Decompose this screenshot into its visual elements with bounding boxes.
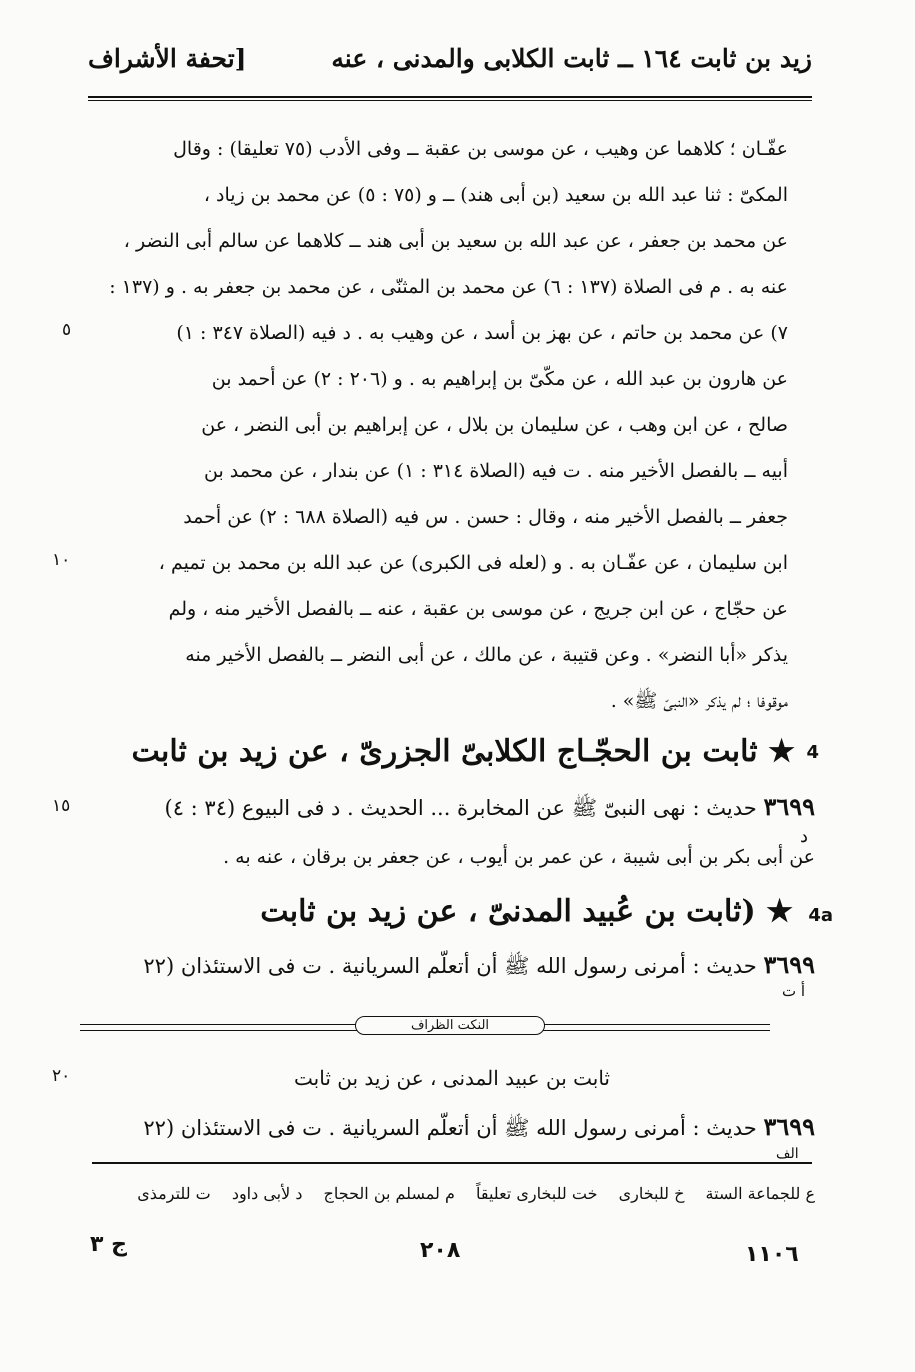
hadith-entry: [85, 792, 815, 826]
hadith-text: حديث : أمرنى رسول الله ﷺ أن أتعلّم السريانية . ت فى الاستئذان (٢٢: [143, 954, 757, 978]
text-line: موقوفا ؛ لم يذكر «النبىّ ﷺ» .: [610, 690, 788, 712]
header-rule: [88, 96, 812, 98]
text-line: ٧) عن محمد بن حاتم ، عن بهز بن أسد ، عن وهيب به . د فيه (الصلاة ٣٤٧ : ١): [176, 322, 788, 344]
text-line: جعفر ــ بالفصل الأخير منه ، وقال : حسن . س فيه (الصلاة ٦٨٨ : ٢) عن أحمد: [183, 506, 788, 528]
text-line: عن هارون بن عبد الله ، عن مكّىّ بن إبراهيم به . و (٢٠٦ : ٢) عن أحمد بن: [211, 368, 788, 390]
hadith-entry: [85, 950, 815, 984]
legend-item: د لأبى داود: [231, 1184, 303, 1203]
hadith-number: ٣٦٩٩: [763, 1112, 815, 1141]
page-number: ٢٠٨: [420, 1238, 461, 1263]
text-line: عنه به . م فى الصلاة (١٣٧ : ٦) عن محمد بن المثنّى ، عن محمد بن جعفر به . و (١٣٧ :: [109, 276, 788, 298]
volume-number: ج ٣: [90, 1232, 127, 1257]
margin-number-15: ١٥: [52, 796, 71, 816]
hadith-chain: عن أبى بكر بن أبى شيبة ، عن عمر بن أيوب ، عن جعفر بن برقان ، عنه به .: [223, 846, 815, 868]
text-line: ابن سليمان ، عن عفّـان به . و (لعله فى الكبرى) عن عبد الله بن محمد بن تميم ،: [158, 552, 788, 574]
legend-item: م لمسلم بن الحجاج: [323, 1184, 455, 1203]
hadith-sub-mark: د: [800, 826, 809, 847]
hadith-sub-mark: أ ت: [782, 982, 806, 1000]
footer-rule: [92, 1162, 812, 1164]
margin-number-5: ٥: [62, 320, 72, 340]
text-line: المكىّ : ثنا عبد الله بن سعيد (بن أبى هند) ــ و (٧٥ : ٥) عن محمد بن زياد ،: [203, 184, 788, 206]
narrator-heading: ★ ثابت بن الحجّـاج الكلابىّ الجزرىّ ، عن زيد بن ثابت: [131, 734, 795, 769]
nukat-heading: ثابت بن عبيد المدنى ، عن زيد بن ثابت: [294, 1066, 610, 1090]
text-line: عن محمد بن جعفر ، عن عبد الله بن سعيد بن أبى هند ــ كلاهما عن سالم أبى النضر ،: [123, 230, 788, 252]
legend-item: خ للبخارى: [618, 1184, 685, 1203]
page-header: [88, 40, 812, 92]
text-line: يذكر «أبا النضر» . وعن قتيبة ، عن مالك ، عن أبى النضر ــ بالفصل الأخير منه: [185, 644, 788, 666]
nukat-hadith-entry: [85, 1112, 815, 1146]
legend-item: ت للترمذى: [137, 1184, 211, 1203]
hadith-text: حديث : نهى النبىّ ﷺ عن المخابرة ... الحديث . د فى البيوع (٣٤ : ٤): [164, 796, 757, 820]
text-line: أبيه ــ بالفصل الأخير منه . ت فيه (الصلاة ٣١٤ : ١) عن بندار ، عن محمد بن: [204, 460, 788, 482]
margin-number-20: ٢٠: [52, 1066, 71, 1086]
text-line: عفّـان ؛ كلاهما عن وهيب ، عن موسى بن عقبة ــ وفى الأدب (٧٥ تعليقا) : وقال: [173, 138, 788, 160]
text-line: صالح ، عن ابن وهب ، عن سليمان بن بلال ، عن إبراهيم بن أبى النضر ، عن: [201, 414, 788, 436]
hadith-sub-mark: الف: [776, 1146, 799, 1162]
record-number: ١١٠٦: [745, 1242, 799, 1267]
header-rule-thin: [88, 100, 812, 101]
nukat-label: النكت الظراف: [355, 1016, 545, 1035]
legend-item: خت للبخارى تعليقاً: [475, 1184, 598, 1203]
legend-item: ع للجماعة الستة: [705, 1184, 815, 1203]
margin-number-10: ١٠: [52, 550, 71, 570]
body-paragraph: [88, 126, 788, 724]
running-title: زيد بن ثابت ١٦٤ ــ ثابت الكلابى والمدنى ، عنه: [331, 44, 812, 73]
section-marker: 4: [806, 742, 819, 763]
book-title: [تحفة الأشراف: [88, 44, 247, 73]
section-marker: 4a: [808, 905, 833, 926]
text-line: عن حجّاج ، عن ابن جريج ، عن موسى بن عقبة ، عنه ــ بالفصل الأخير منه ، ولم: [168, 598, 788, 620]
hadith-number: ٣٦٩٩: [763, 950, 815, 979]
hadith-text: حديث : أمرنى رسول الله ﷺ أن أتعلّم السريانية . ت فى الاستئذان (٢٢: [143, 1116, 757, 1140]
abbreviation-legend: [80, 1184, 815, 1203]
hadith-number: ٣٦٩٩: [763, 792, 815, 821]
narrator-heading: ★ (ثابت بن عُبيد المدنىّ ، عن زيد بن ثابت: [260, 894, 793, 929]
